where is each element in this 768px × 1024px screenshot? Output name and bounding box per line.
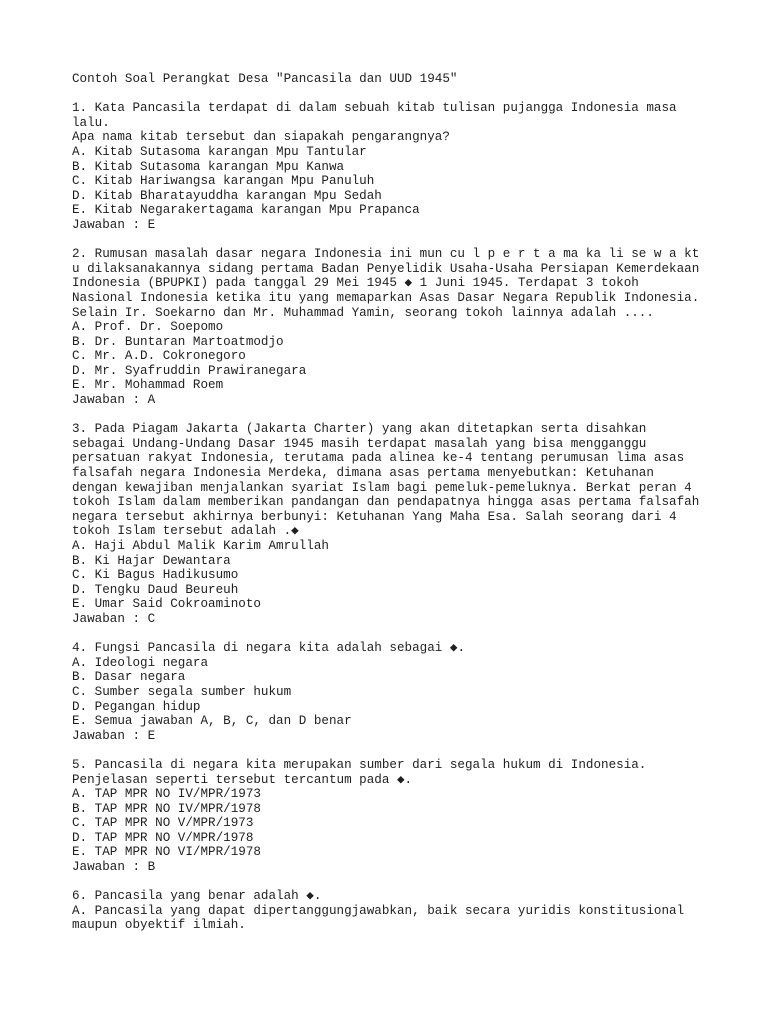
question-block bbox=[72, 422, 712, 626]
document-page bbox=[72, 72, 712, 948]
answer-option: C. Mr. A.D. Cokronegoro bbox=[72, 349, 246, 364]
question-text-line: 4. Fungsi Pancasila di negara kita adalah sebagai ◆. bbox=[72, 641, 466, 656]
answer-option: E. Mr. Mohammad Roem bbox=[72, 378, 224, 393]
question-text-line: Nasional Indonesia ketika itu yang memaparkan Asas Dasar Negara Republik Indonesia. bbox=[72, 290, 700, 305]
answer-option: C. Sumber segala sumber hukum bbox=[72, 684, 292, 699]
question-text-line: tokoh Islam dalam memberikan pandangan dan pendapatnya hingga asas pertama falsafah bbox=[72, 495, 700, 510]
answer-key: Jawaban : E bbox=[72, 728, 156, 743]
answer-option: D. TAP MPR NO V/MPR/1978 bbox=[72, 830, 254, 845]
answer-option: E. TAP MPR NO VI/MPR/1978 bbox=[72, 845, 261, 860]
question-block bbox=[72, 889, 712, 933]
question-text-line: 5. Pancasila di negara kita merupakan sumber dari segala hukum di Indonesia. bbox=[72, 757, 647, 772]
answer-key: Jawaban : E bbox=[72, 217, 156, 232]
answer-option: E. Kitab Negarakertagama karangan Mpu Prapanca bbox=[72, 203, 420, 218]
question-text-line: dengan kewajiban menjalankan syariat Islam bagi pemeluk-pemeluknya. Berkat peran 4 bbox=[72, 480, 692, 495]
answer-option: E. Semua jawaban A, B, C, dan D benar bbox=[72, 714, 352, 729]
answer-option: C. Kitab Hariwangsa karangan Mpu Panuluh bbox=[72, 174, 375, 189]
answer-option: C. Ki Bagus Hadikusumo bbox=[72, 568, 239, 583]
question-text-line: lalu. bbox=[72, 115, 110, 130]
answer-option: D. Tengku Daud Beureuh bbox=[72, 582, 239, 597]
question-block bbox=[72, 758, 712, 875]
answer-key: Jawaban : A bbox=[72, 393, 156, 408]
question-text-line: negara tersebut akhirnya berbunyi: Ketuhanan Yang Maha Esa. Salah seorang dari 4 bbox=[72, 509, 677, 524]
answer-option: A. Ideologi negara bbox=[72, 655, 209, 670]
answer-option: A. Pancasila yang dapat dipertanggungjawabkan, baik secara yuridis konstitusional bbox=[72, 903, 685, 918]
question-text-line: Indonesia (BPUPKI) pada tanggal 29 Mei 1945 ◆ 1 Juni 1945. Terdapat 3 tokoh bbox=[72, 276, 639, 291]
answer-option: B. Ki Hajar Dewantara bbox=[72, 553, 231, 568]
answer-option: A. TAP MPR NO IV/MPR/1973 bbox=[72, 787, 261, 802]
answer-option: B. Dasar negara bbox=[72, 670, 186, 685]
question-text-line: 6. Pancasila yang benar adalah ◆. bbox=[72, 889, 322, 904]
question-text-line: Selain Ir. Soekarno dan Mr. Muhammad Yamin, seorang tokoh lainnya adalah .... bbox=[72, 305, 654, 320]
answer-option: A. Kitab Sutasoma karangan Mpu Tantular bbox=[72, 144, 367, 159]
question-text-line: persatuan rakyat Indonesia, terutama pada alinea ke-4 tentang perumusan lima asas bbox=[72, 451, 685, 466]
answer-key: Jawaban : B bbox=[72, 860, 156, 875]
answer-option: D. Mr. Syafruddin Prawiranegara bbox=[72, 363, 307, 378]
question-block bbox=[72, 247, 712, 408]
answer-option: B. Kitab Sutasoma karangan Mpu Kanwa bbox=[72, 159, 345, 174]
answer-option: D. Pegangan hidup bbox=[72, 699, 201, 714]
answer-key: Jawaban : C bbox=[72, 611, 156, 626]
question-text-line: 2. Rumusan masalah dasar negara Indonesia ini mun cu l p e r t a ma ka li se w a kt bbox=[72, 247, 700, 262]
question-text-line: tokoh Islam tersebut adalah .◆ bbox=[72, 524, 299, 539]
answer-option: D. Kitab Bharatayuddha karangan Mpu Sedah bbox=[72, 188, 382, 203]
question-text-line: maupun obyektif ilmiah. bbox=[72, 918, 246, 933]
question-text-line: falsafah negara Indonesia Merdeka, dimana asas pertama menyebutkan: Ketuhanan bbox=[72, 466, 654, 481]
question-text-line: sebagai Undang-Undang Dasar 1945 masih terdapat masalah yang bisa mengganggu bbox=[72, 436, 647, 451]
question-text-line: 3. Pada Piagam Jakarta (Jakarta Charter) yang akan ditetapkan serta disahkan bbox=[72, 422, 647, 437]
answer-option: E. Umar Said Cokroaminoto bbox=[72, 597, 261, 612]
answer-option: B. TAP MPR NO IV/MPR/1978 bbox=[72, 801, 261, 816]
question-text-line: Penjelasan seperti tersebut tercantum pada ◆. bbox=[72, 772, 413, 787]
answer-option: A. Haji Abdul Malik Karim Amrullah bbox=[72, 539, 329, 553]
answer-option: B. Dr. Buntaran Martoatmodjo bbox=[72, 334, 284, 349]
question-block bbox=[72, 641, 712, 743]
question-text-line: u dilaksanakannya sidang pertama Badan Penyelidik Usaha-Usaha Persiapan Kemerdekaan bbox=[72, 261, 700, 276]
question-list bbox=[72, 101, 712, 933]
answer-option: A. Prof. Dr. Soepomo bbox=[72, 320, 224, 335]
question-text-line: 1. Kata Pancasila terdapat di dalam sebuah kitab tulisan pujangga Indonesia masa bbox=[72, 101, 677, 116]
question-text-line: Apa nama kitab tersebut dan siapakah pengarangnya? bbox=[72, 130, 450, 145]
question-block bbox=[72, 101, 712, 232]
answer-option: C. TAP MPR NO V/MPR/1973 bbox=[72, 816, 254, 831]
document-title: Contoh Soal Perangkat Desa "Pancasila dan UUD 1945" bbox=[72, 72, 458, 86]
